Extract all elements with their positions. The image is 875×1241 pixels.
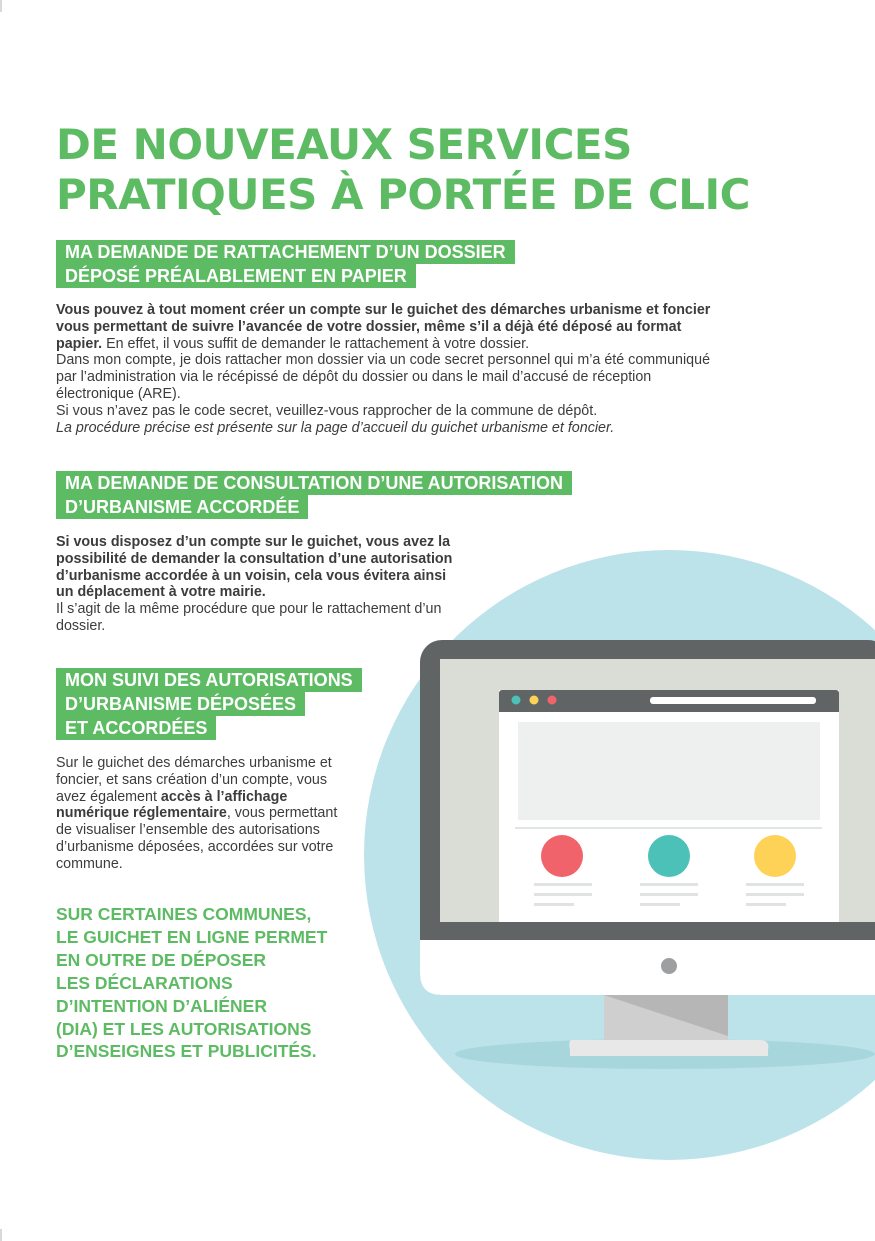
section-3-bold-text: accès à l’affichage numérique réglementaire bbox=[56, 788, 288, 822]
section-1-text-1: En effet, il vous suffit de demander le rattachement à votre dossier. bbox=[102, 335, 530, 352]
page-title bbox=[56, 120, 750, 220]
callout-line-7: D’ENSEIGNES ET PUBLICITÉS. bbox=[56, 1041, 317, 1062]
section-3-text-1: Sur le guichet des démarches urbanisme et foncier, et sans création d’un compte, vous avez également bbox=[56, 755, 332, 805]
section-1-body bbox=[56, 302, 726, 436]
section-3-heading bbox=[56, 668, 362, 740]
page-title-line-2: PRATIQUES À PORTÉE DE CLIC bbox=[56, 170, 750, 219]
section-3-heading-line-1: MON SUIVI DES AUTORISATIONS bbox=[56, 668, 362, 692]
feature-dot-teal bbox=[648, 835, 690, 877]
callout-line-6: (DIA) ET LES AUTORISATIONS bbox=[56, 1018, 312, 1039]
address-bar bbox=[650, 697, 816, 704]
section-3-heading-line-2: D’URBANISME DÉPOSÉES bbox=[56, 692, 305, 716]
section-2-heading-line-2: D’URBANISME ACCORDÉE bbox=[56, 495, 308, 519]
callout-line-2: LE GUICHET EN LIGNE PERMET bbox=[56, 926, 328, 947]
monitor-power-button bbox=[661, 958, 677, 974]
section-1-heading-line-1: MA DEMANDE DE RATTACHEMENT D’UN DOSSIER bbox=[56, 240, 515, 264]
browser-titlebar-bottom bbox=[499, 703, 839, 712]
callout-dia-enseignes bbox=[56, 903, 327, 1063]
section-1-bold-text: Vous pouvez à tout moment créer un compte sur le guichet des démarches urbanisme et foncier vous permettant de suivre l’avancée de votre dossier, même s’il a déjà été déposé au format papier. bbox=[56, 302, 711, 352]
section-1-text-3: Si vous n’avez pas le code secret, veuillez-vous rapprocher de la commune de dépôt. bbox=[56, 402, 598, 419]
section-3-body bbox=[56, 755, 356, 873]
section-3-heading-line-3: ET ACCORDÉES bbox=[56, 716, 216, 740]
section-2-body bbox=[56, 534, 456, 635]
section-3-text-2: , vous permettant de visualiser l’ensemble des autorisations d’urbanisme déposées, accordées sur votre commune. bbox=[56, 805, 338, 872]
section-1-italic-note: La procédure précise est présente sur la page d’accueil du guichet urbanisme et foncier. bbox=[56, 419, 615, 436]
window-dot-yellow bbox=[530, 696, 539, 705]
feature-dot-red bbox=[541, 835, 583, 877]
section-1-heading-line-2: DÉPOSÉ PRÉALABLEMENT EN PAPIER bbox=[56, 264, 416, 288]
section-1-heading bbox=[56, 240, 515, 288]
window-dot-red bbox=[548, 696, 557, 705]
section-2-text: Il s’agit de la même procédure que pour le rattachement d’un dossier. bbox=[56, 601, 442, 634]
callout-line-3: EN OUTRE DE DÉPOSER bbox=[56, 949, 267, 970]
window-dot-teal bbox=[512, 696, 521, 705]
callout-line-4: LES DÉCLARATIONS bbox=[56, 972, 233, 993]
section-2-heading-line-1: MA DEMANDE DE CONSULTATION D’UNE AUTORISATION bbox=[56, 471, 572, 495]
callout-line-5: D’INTENTION D’ALIÉNER bbox=[56, 995, 267, 1016]
monitor-stand-base bbox=[569, 1040, 768, 1056]
banner-placeholder bbox=[518, 722, 820, 820]
callout-line-1: SUR CERTAINES COMMUNES, bbox=[56, 904, 312, 924]
section-2-bold-text: Si vous disposez d’un compte sur le guichet, vous avez la possibilité de demander la consultation d’une autorisation d’urbanisme accordée à un voisin, cela vous évitera ainsi un déplacement à votre mairie. bbox=[56, 534, 453, 601]
section-1-text-2: Dans mon compte, je dois rattacher mon dossier via un code secret personnel qui m’a été communiqué par l’administration via le récépissé de dépôt du dossier ou dans le mail d’accusé de réception électronique (ARE). bbox=[56, 352, 711, 402]
feature-dot-yellow bbox=[754, 835, 796, 877]
section-2-heading bbox=[56, 471, 572, 519]
page-title-line-1: DE NOUVEAUX SERVICES bbox=[56, 120, 632, 169]
monitor-chin bbox=[420, 940, 875, 995]
